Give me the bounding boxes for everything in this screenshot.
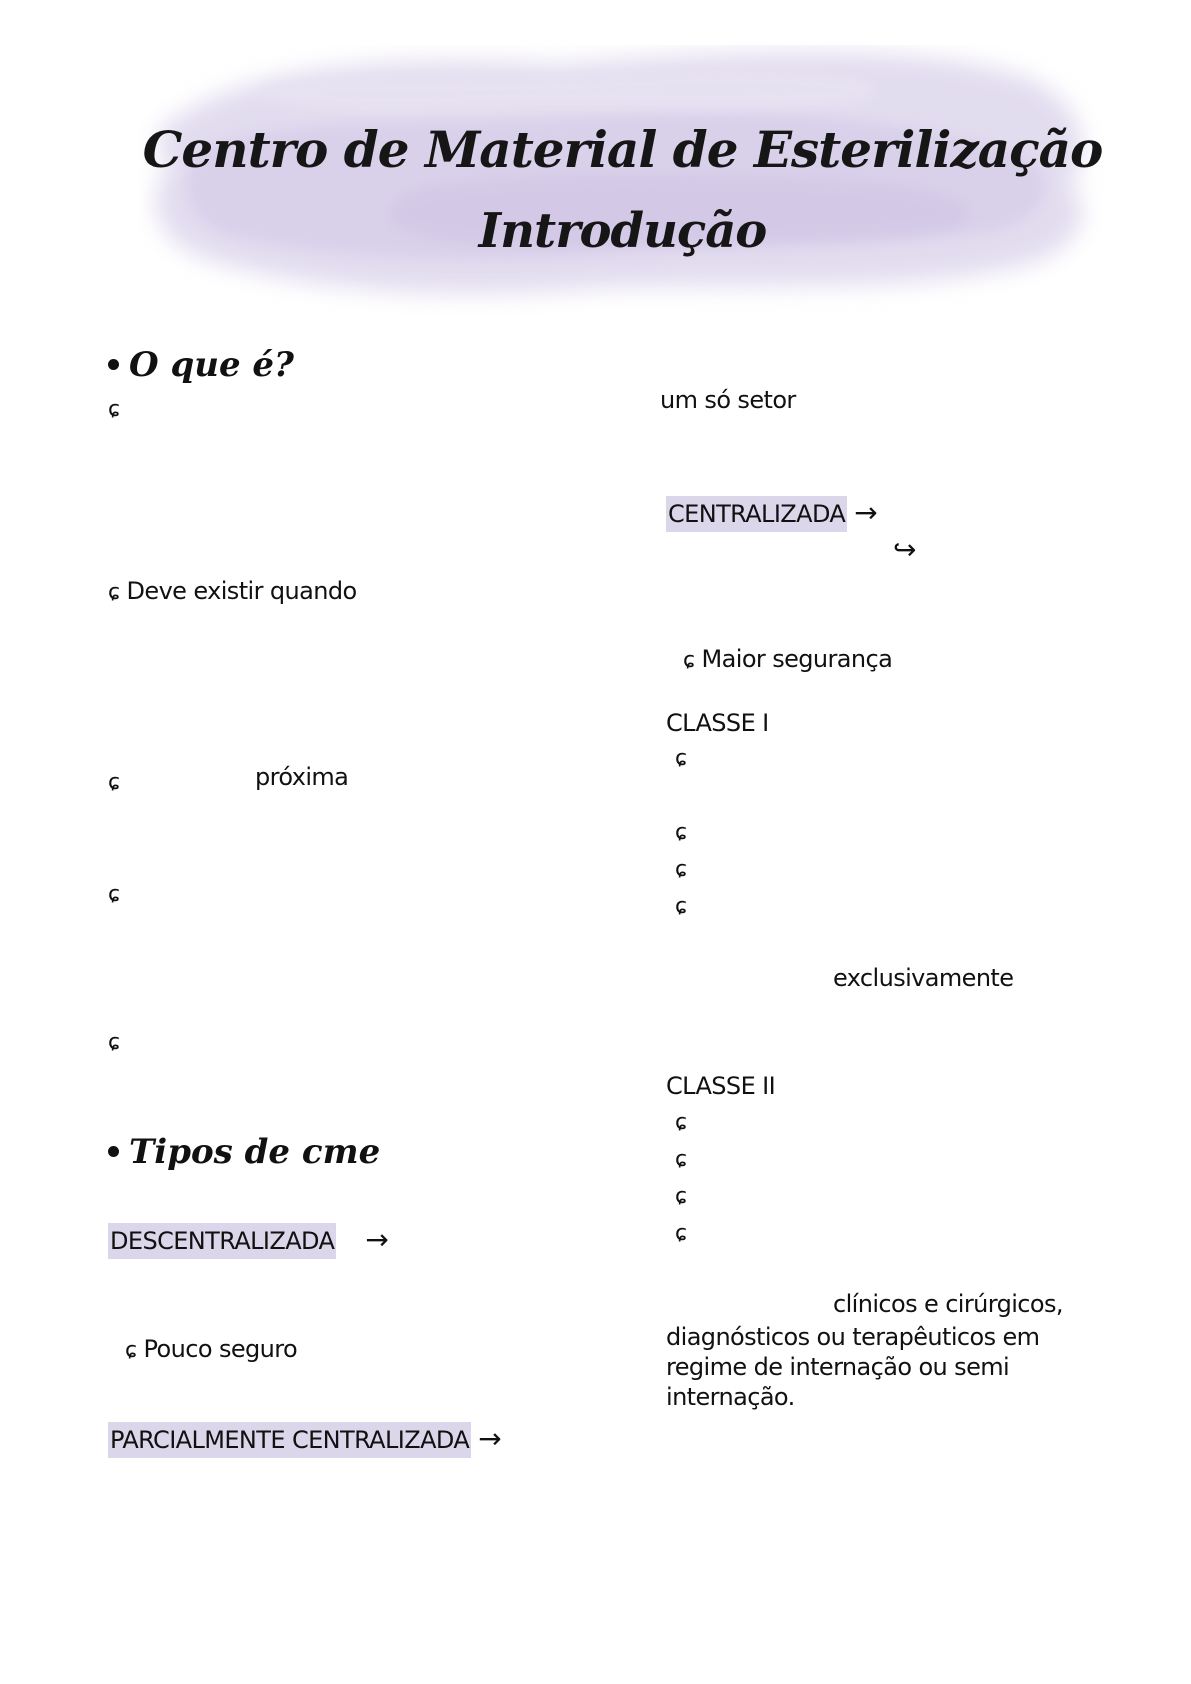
arrow-right-icon: → xyxy=(478,1422,502,1455)
text-exclusivamente: exclusivamente xyxy=(833,964,1014,992)
curl-bullet-icon: ɕ xyxy=(108,770,121,795)
list-item-text: Maior segurança xyxy=(701,645,893,673)
curl-bullet-icon: ɕ xyxy=(125,1338,137,1363)
list-item xyxy=(125,1335,297,1363)
curl-bullet-icon: ɕ xyxy=(108,882,121,907)
curl-bullet-icon: ɕ xyxy=(683,648,695,673)
curl-bullet-icon: ɕ xyxy=(675,1221,688,1246)
curl-bullet-icon: ɕ xyxy=(675,894,688,919)
curl-bullet-icon: ɕ xyxy=(675,1110,688,1135)
curl-bullet-icon: ɕ xyxy=(675,746,688,771)
type-centralizada xyxy=(666,496,877,529)
text-proxima: próxima xyxy=(255,763,349,791)
curl-bullet-icon: ɕ xyxy=(108,1030,121,1055)
highlight-label: PARCIALMENTE CENTRALIZADA xyxy=(108,1422,471,1458)
paragraph-internacao: diagnósticos ou terapêuticos em regime de internação ou semi internação. xyxy=(666,1323,1040,1411)
list-item-text: Deve existir quando xyxy=(126,577,357,605)
list-item-text: Pouco seguro xyxy=(143,1335,298,1363)
curl-bullet-icon: ɕ xyxy=(108,580,120,605)
bullet-dot-icon xyxy=(108,1146,119,1157)
list-item xyxy=(108,577,357,605)
curl-bullet-icon: ɕ xyxy=(675,820,688,845)
text-um-so-setor: um só setor xyxy=(660,386,796,414)
curl-bullet-icon: ɕ xyxy=(108,397,121,422)
class-label-1: CLASSE I xyxy=(666,709,769,737)
section-heading-text: O que é? xyxy=(129,345,294,385)
section-heading-text: Tipos de cme xyxy=(129,1132,381,1172)
bullet-dot-icon xyxy=(108,359,119,370)
arrow-right-icon: → xyxy=(365,1223,389,1256)
hook-arrow-icon: ↪ xyxy=(893,533,917,566)
highlight-label: CENTRALIZADA xyxy=(666,496,847,532)
arrow-right-icon: → xyxy=(854,496,878,529)
page-subtitle: Introdução xyxy=(478,203,767,259)
type-descentralizada xyxy=(108,1223,388,1256)
curl-bullet-icon: ɕ xyxy=(675,1147,688,1172)
curl-bullet-icon: ɕ xyxy=(675,857,688,882)
list-item xyxy=(683,645,892,673)
page-title: Centro de Material de Esterilização xyxy=(142,120,1103,179)
text-clinicos: clínicos e cirúrgicos, xyxy=(833,1290,1063,1318)
class-label-2: CLASSE II xyxy=(666,1072,776,1100)
watercolor-wash xyxy=(140,45,1105,315)
curl-bullet-icon: ɕ xyxy=(675,1184,688,1209)
highlight-label: DESCENTRALIZADA xyxy=(108,1223,336,1259)
section-heading-o-que-e xyxy=(108,345,294,385)
type-parcialmente-centralizada xyxy=(108,1422,501,1455)
section-heading-tipos xyxy=(108,1132,380,1172)
header-banner xyxy=(140,45,1105,315)
